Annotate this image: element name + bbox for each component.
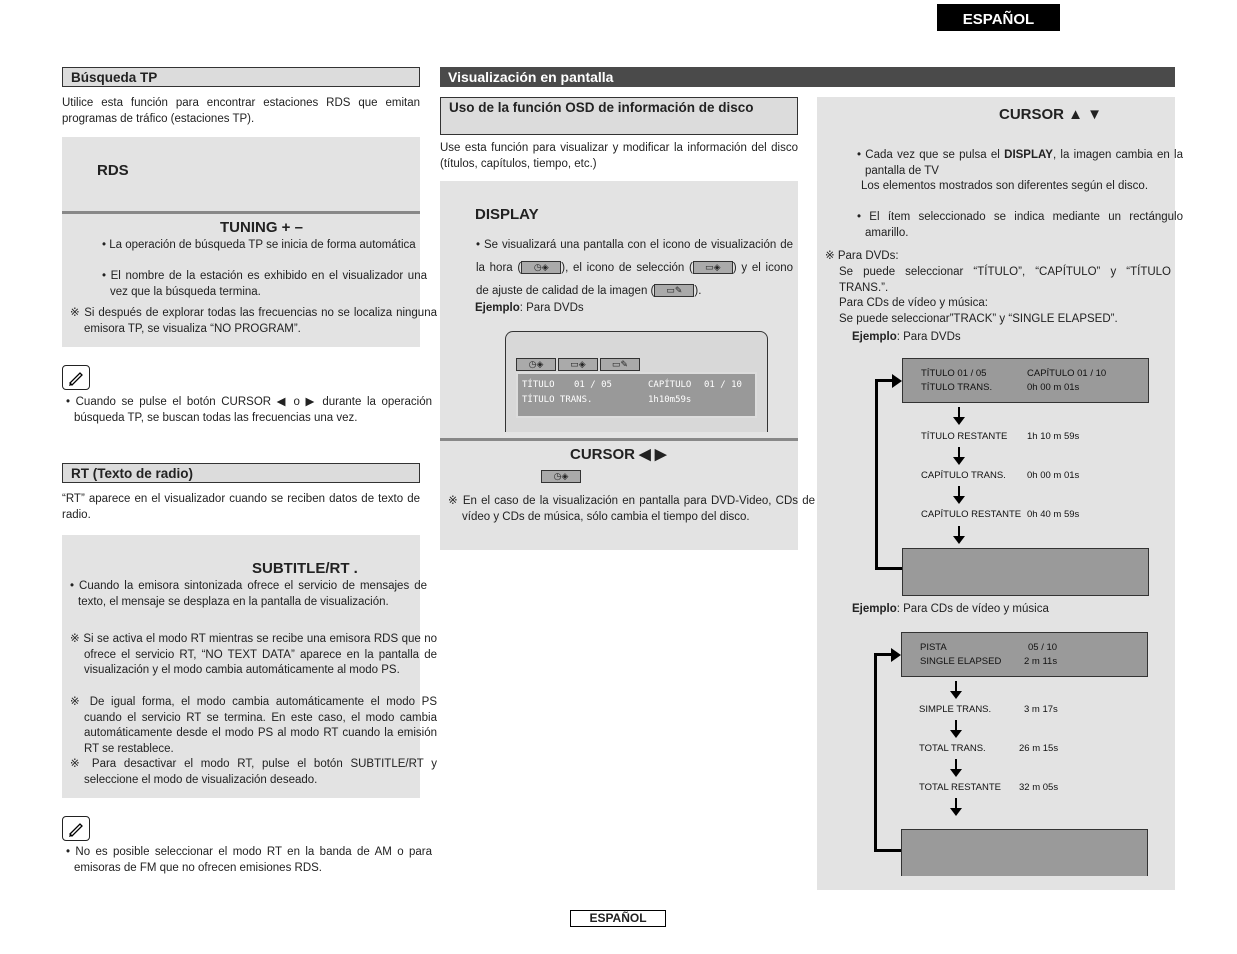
cursor-ud-key-label: CURSOR ▲ ▼ [999, 106, 1103, 123]
clock-icon: ◷◈ [541, 470, 581, 483]
right-bullet-1-sub: Los elementos mostrados son diferentes según el disco. [861, 180, 1149, 192]
flow-step-label: TOTAL RESTANTE [919, 782, 1001, 793]
arrow-right-icon [892, 374, 902, 388]
example-label: Ejemplo [852, 603, 897, 615]
arrow-down-icon [958, 486, 960, 498]
flow-step-label: CAPÍTULO RESTANTE [921, 509, 1022, 520]
flow-step-value: 0h 00 m 01s [1027, 470, 1080, 481]
osd-intro: Use esta función para visualizar y modificar la información del disco (títulos, capítulos, tiempo, etc.) [440, 142, 798, 170]
example-text: : Para CDs de vídeo y música [896, 603, 1049, 615]
arrow-down-icon [955, 798, 957, 810]
picture-quality-icon: ▭✎ [654, 284, 694, 297]
text-part: DISPLAY [1004, 149, 1053, 161]
loop-line [874, 654, 877, 852]
tp-ref-1: ※ Si después de explorar todas las frecuencias no se localiza ninguna emisora TP, se visualiza “NO PROGRAM”. [70, 307, 437, 335]
osd-example [475, 301, 584, 317]
example-label: Ejemplo [852, 331, 897, 343]
tp-search-heading: Búsqueda TP [62, 67, 420, 87]
tp-bullet-1: • La operación de búsqueda TP se inicia de forma automática [102, 239, 416, 251]
rt-heading: RT (Texto de radio) [62, 463, 420, 483]
arrow-down-icon [958, 526, 960, 538]
loop-line [875, 380, 878, 570]
rt-bullet-1: • Cuando la emisora sintonizada ofrece el servicio de mensajes de texto, el mensaje se desplaza en la pantalla de visualización. [70, 580, 427, 608]
pencil-note-icon [62, 365, 90, 390]
rt-intro: “RT” aparece en el visualizador cuando se reciben datos de texto de radio. [62, 493, 420, 521]
example-text: : Para DVDs [519, 302, 584, 314]
right-bullet-1 [853, 148, 1183, 179]
right-step-panel [817, 97, 1184, 890]
flow-cell: SINGLE ELAPSED [920, 656, 1002, 667]
flow-cell: 2 m 11s [1024, 656, 1058, 667]
tp-bullet-2: • El nombre de la estación es exhibido en el visualizador una vez que la búsqueda termina. [102, 270, 427, 298]
osd-cell: 01 / 10 [704, 380, 742, 390]
rt-step-panel [62, 535, 437, 798]
osd-step2-panel [440, 441, 815, 550]
footer-language-tab: ESPAÑOL [570, 910, 666, 927]
osd-text-part: ). [694, 285, 702, 297]
flow-cell: PISTA [920, 642, 947, 653]
cd-flow-bottom-box [901, 829, 1148, 876]
flow-cell: 05 / 10 [1028, 642, 1058, 653]
flow-step-label: SIMPLE TRANS. [919, 704, 992, 715]
right-ref-dvd-label: ※ Para DVDs: [825, 250, 899, 262]
example-text: : Para DVDs [896, 331, 961, 343]
flow-cell: TÍTULO 01 / 05 [921, 368, 987, 379]
pencil-note-icon [62, 816, 90, 841]
example-label: Ejemplo [475, 302, 520, 314]
rt-ref-3: ※ Para desactivar el modo RT, pulse el botón SUBTITLE/RT y seleccione el modo de visualización deseado. [70, 758, 437, 786]
picture-quality-icon: ▭✎ [600, 358, 640, 371]
osd-text-part: ), el icono de selección ( [561, 262, 693, 274]
arrow-down-icon [958, 447, 960, 459]
osd-info-box [516, 372, 757, 418]
loop-line [874, 849, 901, 852]
tv-screen [505, 331, 768, 432]
tp-search-intro: Utilice esta función para encontrar estaciones RDS que emitan programas de tráfico (estaciones TP). [62, 97, 420, 125]
example-dvd [852, 330, 961, 346]
loop-line [875, 379, 893, 382]
flow-step-label: CAPÍTULO TRANS. [921, 470, 1006, 481]
osd-heading: Visualización en pantalla [440, 67, 1175, 87]
flow-step-label: TÍTULO RESTANTE [921, 431, 1008, 442]
arrow-right-icon [891, 648, 901, 662]
tp-step2-panel [62, 214, 437, 347]
rt-ref-1: ※ Si se activa el modo RT mientras se recibe una emisora RDS que no ofrece el servicio RT, “NO TEXT DATA” aparece en la pantalla de visualización y el modo cambia automáticamente al modo PS. [70, 633, 437, 676]
selection-icon: ▭◈ [693, 261, 733, 274]
flow-step-label: TOTAL TRANS. [919, 743, 986, 754]
dvd-flow-bottom-box [902, 548, 1149, 596]
osd-cell: TÍTULO [522, 380, 555, 390]
clock-icon: ◷◈ [521, 261, 561, 274]
osd-ref-1: ※ En el caso de la visualización en pantalla para DVD-Video, CDs de vídeo y CDs de música, sólo cambia el tiempo del disco. [448, 495, 815, 523]
display-key-label: DISPLAY [475, 206, 539, 223]
flow-cell: CAPÍTULO 01 / 10 [1027, 368, 1107, 379]
arrow-down-icon [955, 720, 957, 732]
text-part: • Cada vez que se pulsa el [857, 149, 1005, 161]
flow-step-value: 3 m 17s [1024, 704, 1058, 715]
rds-key-label: RDS [97, 162, 129, 179]
cursor-lr-key-label: CURSOR ◀ ▶ [570, 446, 667, 463]
osd-cell: TÍTULO TRANS. [522, 395, 593, 405]
flow-cell: 0h 00 m 01s [1027, 382, 1080, 393]
osd-text-part: • Se visualizará una pantalla con el icono de visualización de la hora ( [476, 239, 793, 274]
example-cd [852, 602, 1049, 618]
rt-note: • No es posible seleccionar el modo RT en la banda de AM o para emisoras de FM que no ofrecen emisiones RDS. [66, 846, 432, 874]
osd-icon-bar [516, 358, 640, 371]
text-part: , la imagen cambia en la pantalla de TV [865, 149, 1184, 177]
flow-step-value: 0h 40 m 59s [1027, 509, 1080, 520]
right-ref-cd-label: Para CDs de vídeo y música: [839, 297, 988, 309]
osd-cell: 01 / 05 [574, 380, 612, 390]
flow-step-value: 1h 10 m 59s [1027, 431, 1080, 442]
arrow-down-icon [955, 759, 957, 771]
tp-note: • Cuando se pulse el botón CURSOR ◀ o ▶ durante la operación búsqueda TP, se buscan todas las frecuencias una vez. [66, 396, 432, 424]
osd-step1-text [476, 234, 793, 303]
loop-line [875, 567, 902, 570]
tuning-key-label: TUNING + – [220, 219, 303, 236]
selection-icon: ▭◈ [558, 358, 598, 371]
arrow-down-icon [955, 681, 957, 693]
language-tab: ESPAÑOL [937, 4, 1060, 31]
right-bullet-2: • El ítem seleccionado se indica mediante un rectángulo amarillo. [857, 211, 1183, 239]
osd-cell: 1h10m59s [648, 395, 692, 405]
dvd-flow-top-box [902, 358, 1149, 403]
flow-step-value: 32 m 05s [1019, 782, 1059, 793]
flow-step-value: 26 m 15s [1019, 743, 1059, 754]
rt-ref-2: ※ De igual forma, el modo cambia automáticamente el modo PS cuando el servicio RT se termina. En este caso, el modo cambia automáticamente desde el modo PS al modo RT cuando la emisión RT se restablece. [70, 696, 437, 755]
subtitle-rt-key-label: SUBTITLE/RT . [252, 560, 358, 577]
cd-flow-top-box [901, 632, 1148, 677]
flow-cell: TÍTULO TRANS. [921, 382, 993, 393]
osd-cell: CAPÍTULO [648, 380, 692, 390]
osd-subheading: Uso de la función OSD de información de disco [440, 97, 798, 135]
osd-text-part: ) y el icono de ajuste de calidad de la imagen ( [476, 262, 794, 297]
right-ref-dvd-text: Se puede seleccionar “TÍTULO”, “CAPÍTULO” y “TÍTULO TRANS.”. [839, 266, 1171, 294]
right-ref-cd-text: Se puede seleccionar”TRACK” y “SINGLE ELAPSED”. [839, 313, 1118, 325]
loop-line [874, 653, 892, 656]
osd-step1-panel [440, 181, 798, 438]
tp-step1-panel [62, 137, 420, 211]
arrow-down-icon [958, 407, 960, 419]
clock-icon: ◷◈ [516, 358, 556, 371]
